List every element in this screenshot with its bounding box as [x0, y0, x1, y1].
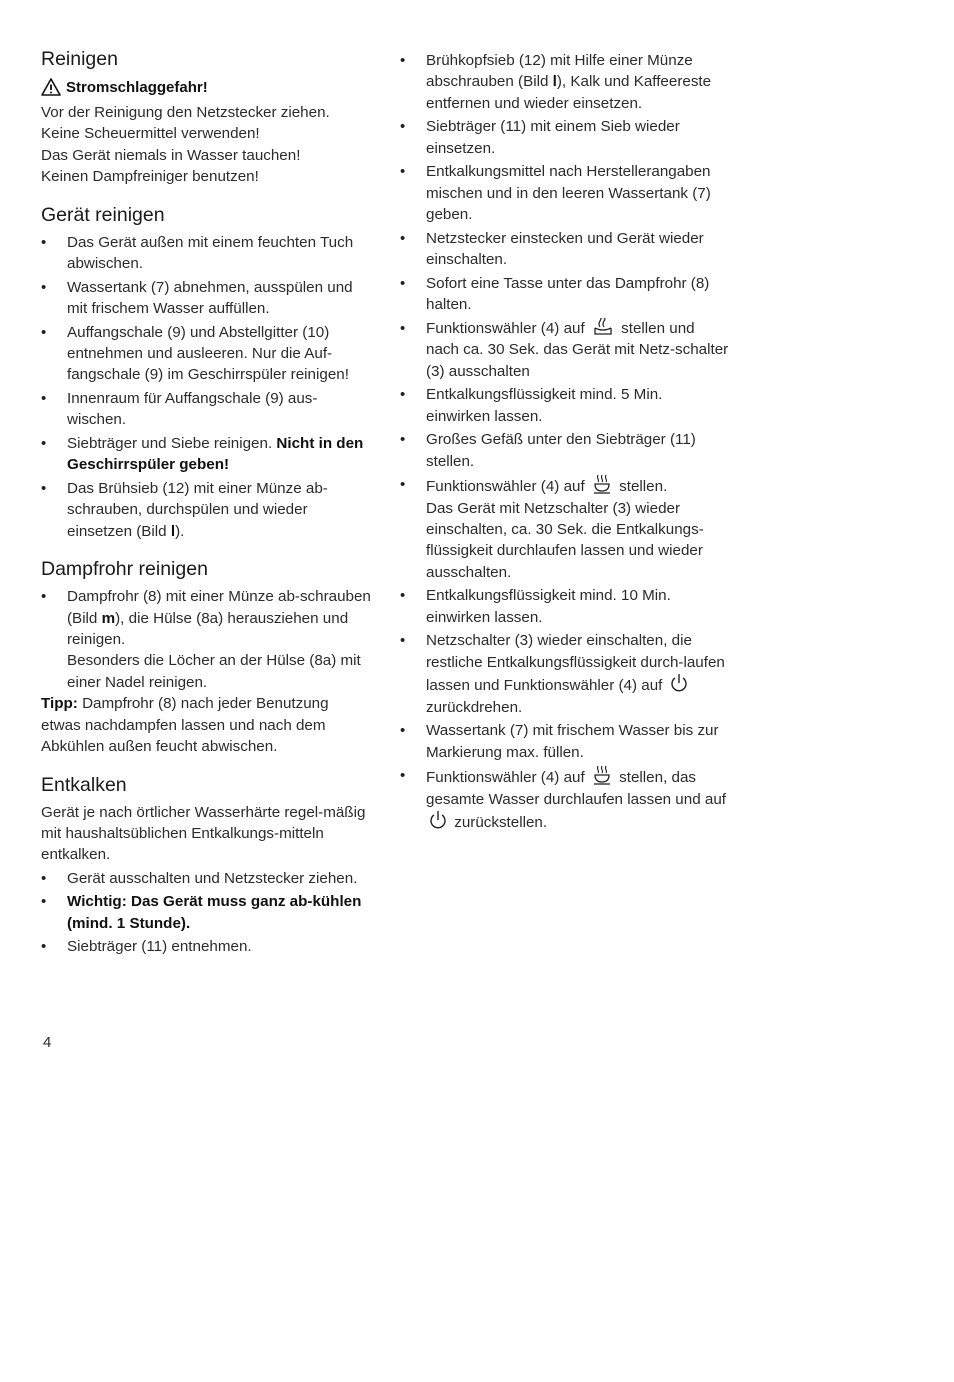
power-icon	[429, 810, 447, 830]
list-item: • Entkalkungsflüssigkeit mind. 10 Min. einwirken lassen.	[400, 587, 671, 626]
list-item: • Siebträger und Siebe reinigen. Nicht in den Geschirrspüler geben!	[41, 435, 364, 474]
list-item: • Das Brühsieb (12) mit einer Münze ab-schrauben, durchspülen und wieder einsetzen (Bild l).	[41, 480, 328, 540]
list-item: • Innenraum für Auffangschale (9) aus-wischen.	[41, 390, 318, 429]
list-item: • Auffangschale (9) und Abstellgitter (10) entnehmen und ausleeren. Nur die Auf-fangschale (9) im Geschirrspüler reinigen!	[41, 323, 349, 384]
dampf-list	[41, 586, 371, 693]
list-item: • Brühkopfsieb (12) mit Hilfe einer Münze abschrauben (Bild l), Kalk und Kaffeereste entfernen und wieder einsetzen.	[400, 52, 712, 112]
list-item: • Funktionswähler (4) auf stellen und nach ca. 30 Sek. das Gerät mit Netz-schalter (3) ausschalten	[400, 318, 730, 382]
list-item: • Netzschalter (3) wieder einschalten, die restliche Entkalkungsflüssigkeit durch-laufen lassen und Funktionswähler (4) auf zurückdrehen.	[400, 632, 725, 716]
heading-reinigen: Reinigen	[41, 48, 118, 70]
geraet-list	[41, 232, 371, 543]
warning-triangle-icon	[41, 78, 61, 96]
list-item: • Wichtig: Das Gerät muss ganz ab-kühlen (mind. 1 Stunde).	[41, 893, 362, 932]
page-number: 4	[43, 1034, 52, 1051]
right-column	[400, 50, 730, 836]
warning-text: Stromschlaggefahr!	[66, 78, 208, 96]
reinigen-line: Keine Scheuermittel verwenden!	[41, 125, 260, 143]
list-item: • Das Gerät außen mit einem feuchten Tuch abwischen.	[41, 233, 354, 273]
reinigen-line: Das Gerät niemals in Wasser tauchen!	[41, 146, 301, 164]
list-item: • Netzstecker einstecken und Gerät wieder einschalten.	[400, 229, 704, 269]
section-entkalken	[41, 772, 371, 958]
list-item: • Funktionswähler (4) auf stellen, das gesamte Wasser durchlaufen lassen und auf zurückstellen.	[400, 767, 726, 832]
list-item: • Siebträger (11) entnehmen.	[41, 938, 252, 956]
section-reinigen	[41, 46, 371, 188]
reinigen-line: Keinen Dampfreiniger benutzen!	[41, 168, 259, 186]
power-icon	[670, 673, 688, 693]
list-item: • Wassertank (7) mit frischem Wasser bis zur Markierung max. füllen.	[400, 722, 719, 761]
steam-icon	[592, 318, 614, 336]
list-item: • Entkalkungsflüssigkeit mind. 5 Min. einwirken lassen.	[400, 386, 663, 425]
entkalken-intro: Gerät je nach örtlicher Wasserhärte regel-mäßig mit haushaltsüblichen Entkalkungs-mitteln entkalken.	[41, 803, 366, 864]
section-dampfrohr	[41, 556, 371, 757]
left-column	[41, 46, 371, 968]
list-item: • Entkalkungsmittel nach Herstellerangaben mischen und in den leeren Wassertank (7) geben.	[400, 163, 711, 224]
list-item: • Dampfrohr (8) mit einer Münze ab-schrauben (Bild m), die Hülse (8a) herausziehen und reinigen. Besonders die Löcher an der Hülse (8a) mit einer Nadel reinigen.	[41, 588, 371, 691]
reinigen-line: Vor der Reinigung den Netzstecker ziehen.	[41, 104, 330, 121]
list-item: • Großes Gefäß unter den Siebträger (11) stellen.	[400, 431, 696, 470]
hot-water-cup-icon	[592, 765, 612, 785]
entkalken-steps-list	[400, 50, 730, 833]
heading-dampfrohr: Dampfrohr reinigen	[41, 558, 208, 581]
list-item: • Gerät ausschalten und Netzstecker ziehen.	[41, 869, 358, 887]
hot-water-cup-icon	[592, 474, 612, 494]
heading-geraet-reinigen: Gerät reinigen	[41, 203, 165, 226]
list-item: • Funktionswähler (4) auf stellen. Das Gerät mit Netzschalter (3) wieder einschalten, ca. 30 Sek. die Entkalkungs-flüssigkeit durchlaufen lassen und wieder ausschalten.	[400, 476, 704, 581]
entkalken-list	[41, 868, 371, 958]
list-item: • Wassertank (7) abnehmen, ausspülen und mit frischem Wasser auffüllen.	[41, 278, 353, 318]
heading-entkalken: Entkalken	[41, 773, 127, 796]
warning-line	[41, 78, 371, 96]
tip-paragraph: Tipp: Dampfrohr (8) nach jeder Benutzung etwas nachdampfen lassen und nach dem Abkühlen außen feucht abwischen.	[41, 695, 329, 756]
list-item: • Siebträger (11) mit einem Sieb wieder einsetzen.	[400, 118, 680, 157]
section-geraet-reinigen	[41, 202, 371, 543]
list-item: • Sofort eine Tasse unter das Dampfrohr (8) halten.	[400, 274, 710, 314]
